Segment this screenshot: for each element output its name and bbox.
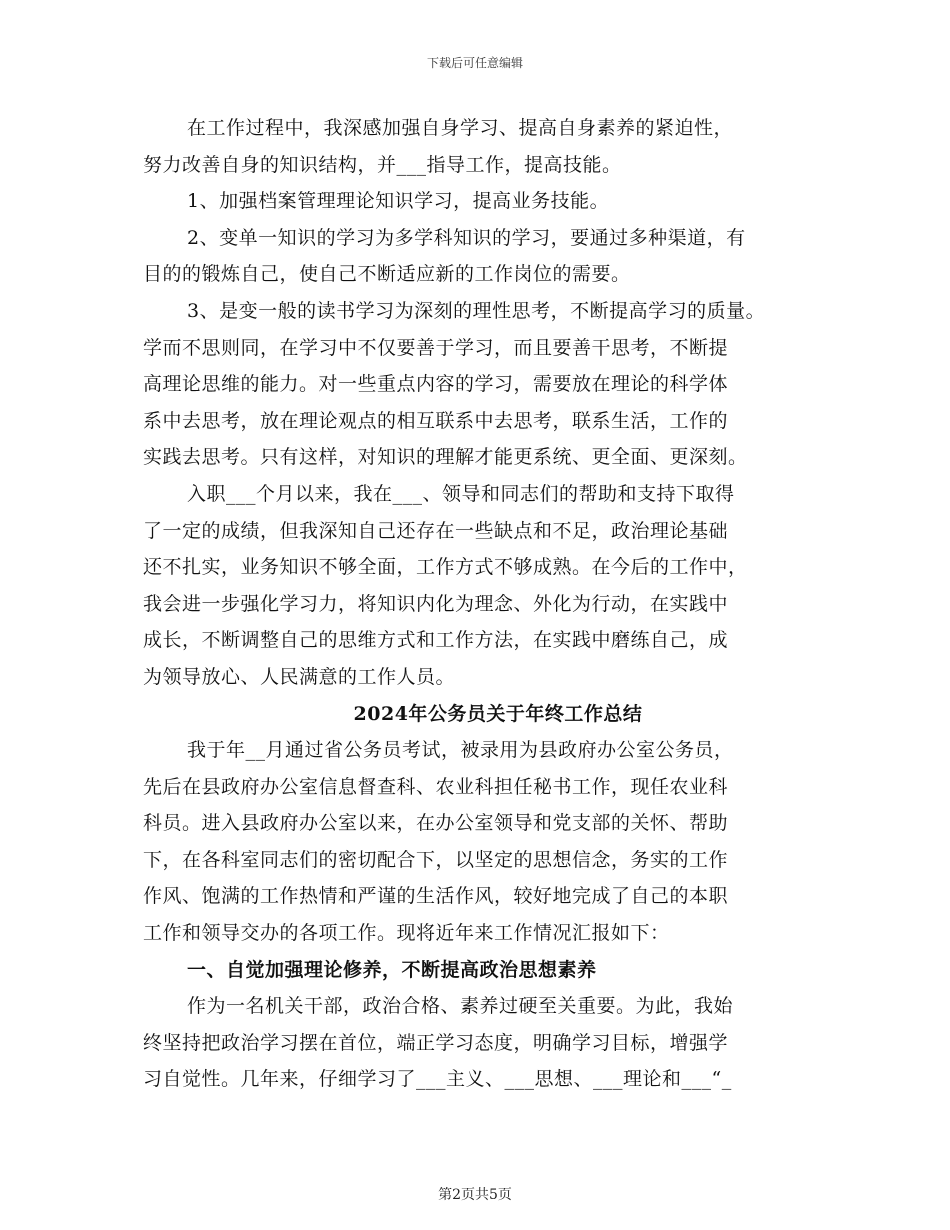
document-body xyxy=(143,110,823,1098)
text-line: 了一定的成绩，但我深知自己还存在一些缺点和不足，政治理论基础 xyxy=(143,519,729,542)
text-line: 成长，不断调整自己的思维方式和工作方法，在实践中磨练自己，成 xyxy=(143,629,729,652)
text-line: 实践去思考。只有这样，对知识的理解才能更系统、更全面、更深刻。 xyxy=(143,446,748,469)
text-line: 先后在县政府办公室信息督查科、农业科担任秘书工作，现任农业科 xyxy=(143,775,729,798)
text-line: 目的的锻炼自己，使自己不断适应新的工作岗位的需要。 xyxy=(143,263,631,286)
text-line: 在工作过程中，我深感加强自身学习、提高自身素养的紧迫性， xyxy=(187,117,734,139)
text-line: 作为一名机关干部，政治合格、素养过硬至关重要。为此，我始 xyxy=(187,995,734,1018)
text-line: 高理论思维的能力。对一些重点内容的学习，需要放在理论的科学体 xyxy=(143,373,729,396)
text-line: 2、变单一知识的学习为多学科知识的学习，要通过多种渠道，有 xyxy=(187,226,746,249)
text-line: 作风、饱满的工作热情和严谨的生活作风，较好地完成了自己的本职 xyxy=(143,885,729,908)
text-line: 我于年__月通过省公务员考试，被录用为县政府办公室公务员， xyxy=(187,739,734,762)
text-line: 为领导放心、人民满意的工作人员。 xyxy=(143,665,456,688)
text-line: 终坚持把政治学习摆在首位，端正学习态度，明确学习目标，增强学 xyxy=(143,1031,729,1054)
header-note: 下载后可任意编辑 xyxy=(426,56,523,70)
text-line: 学而不思则同，在学习中不仅要善于学习，而且要善干思考，不断提 xyxy=(143,336,729,359)
text-line: 我会进一步强化学习力，将知识内化为理念、外化为行动，在实践中 xyxy=(143,592,729,615)
text-line: 工作和领导交办的各项工作。现将近年来工作情况汇报如下： xyxy=(143,922,670,945)
text-line: 3、是变一般的读书学习为深刻的理性思考，不断提高学习的质量。 xyxy=(187,299,766,322)
text-line: 科员。进入县政府办公室以来，在办公室领导和党支部的关怀、帮助 xyxy=(143,812,729,835)
page-footer: 第2页共5页 xyxy=(438,1187,512,1203)
text-line: 1、加强档案管理理论知识学习，提高业务技能。 xyxy=(187,190,610,213)
text-line: 系中去思考，放在理论观点的相互联系中去思考，联系生活，工作的 xyxy=(143,409,729,432)
text-line: 下，在各科室同志们的密切配合下，以坚定的思想信念，务实的工作 xyxy=(143,848,729,871)
text-line: 习自觉性。几年来，仔细学习了___主义、___思想、___理论和___“_ xyxy=(143,1068,732,1091)
text-line: 努力改善自身的知识结构，并___指导工作，提高技能。 xyxy=(143,153,622,176)
section-heading: 一、自觉加强理论修养，不断提高政治思想素养 xyxy=(187,958,597,981)
text-line: 入职___个月以来，我在___、领导和同志们的帮助和支持下取得 xyxy=(187,482,735,505)
section-title: 2024年公务员关于年终工作总结 xyxy=(353,702,643,725)
text-line: 还不扎实，业务知识不够全面，工作方式不够成熟。在今后的工作中， xyxy=(143,556,748,579)
